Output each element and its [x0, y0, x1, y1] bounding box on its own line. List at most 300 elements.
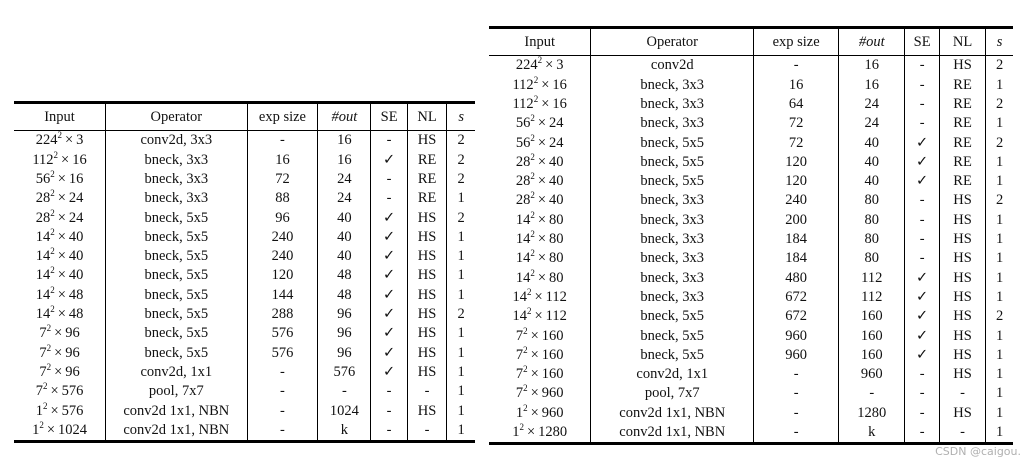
- se-cell: ✓: [905, 133, 940, 152]
- input-shape-cell: [489, 326, 591, 345]
- exp-size-cell: 16: [754, 75, 839, 94]
- out-channels-cell: 1024: [318, 401, 371, 420]
- out-channels-cell: 48: [318, 266, 371, 285]
- input-channels: 960: [541, 404, 564, 421]
- input-exponent: 2: [523, 383, 528, 394]
- operator-cell: bneck, 5x5: [106, 305, 248, 324]
- se-cell: -: [371, 170, 407, 189]
- input-exponent: 2: [50, 188, 55, 199]
- operator-cell: bneck, 3x3: [106, 150, 248, 169]
- column-header: s: [447, 103, 475, 131]
- times-symbol: ×: [46, 421, 55, 438]
- se-cell: ✓: [371, 363, 407, 382]
- table-row: [489, 307, 1013, 326]
- out-channels-cell: 112: [839, 268, 905, 287]
- input-shape-cell: [489, 365, 591, 384]
- input-spatial-size: 1: [35, 402, 43, 419]
- table-row: [489, 95, 1013, 114]
- input-shape-cell: [489, 95, 591, 114]
- column-header: NL: [407, 103, 447, 131]
- input-exponent: 2: [530, 209, 535, 220]
- input-spatial-size: 28: [35, 209, 51, 226]
- operator-cell: bneck, 3x3: [591, 114, 754, 133]
- operator-cell: bneck, 5x5: [591, 172, 754, 191]
- input-shape-cell: [14, 305, 106, 324]
- times-symbol: ×: [545, 57, 554, 74]
- input-exponent: 2: [39, 419, 44, 430]
- nonlinearity-cell: RE: [939, 95, 985, 114]
- input-spatial-size: 7: [39, 344, 47, 361]
- stride-cell: 1: [447, 324, 475, 343]
- nonlinearity-cell: HS: [939, 345, 985, 364]
- input-channels: 24: [549, 115, 564, 132]
- exp-size-cell: 120: [754, 172, 839, 191]
- exp-size-cell: 184: [754, 230, 839, 249]
- input-shape-cell: [489, 210, 591, 229]
- se-cell: ✓: [371, 150, 407, 169]
- exp-size-cell: 120: [754, 152, 839, 171]
- table-row: [14, 382, 475, 401]
- table-row: [489, 345, 1013, 364]
- input-exponent: 2: [530, 248, 535, 259]
- input-exponent: 2: [523, 402, 528, 413]
- input-exponent: 2: [519, 422, 524, 433]
- input-exponent: 2: [50, 207, 55, 218]
- out-channels-cell: 40: [839, 152, 905, 171]
- operator-cell: bneck, 5x5: [591, 345, 754, 364]
- nonlinearity-cell: RE: [407, 170, 447, 189]
- input-spatial-size: 14: [515, 231, 531, 248]
- input-spatial-size: 28: [515, 192, 531, 209]
- stride-cell: 1: [447, 247, 475, 266]
- stride-cell: 1: [986, 326, 1013, 345]
- se-cell: -: [905, 230, 940, 249]
- operator-cell: pool, 7x7: [106, 382, 248, 401]
- input-shape-cell: [489, 384, 591, 403]
- se-cell: -: [905, 95, 940, 114]
- input-channels: 40: [549, 173, 564, 190]
- times-symbol: ×: [530, 404, 539, 421]
- operator-cell: bneck, 3x3: [591, 230, 754, 249]
- stride-cell: 2: [447, 150, 475, 169]
- se-cell: ✓: [371, 324, 407, 343]
- input-channels: 48: [68, 306, 84, 323]
- operator-cell: bneck, 3x3: [591, 268, 754, 287]
- nonlinearity-cell: -: [407, 382, 447, 401]
- stride-cell: 1: [986, 172, 1013, 191]
- times-symbol: ×: [50, 402, 59, 419]
- operator-cell: bneck, 3x3: [591, 191, 754, 210]
- table-row: [14, 324, 475, 343]
- input-spatial-size: 14: [35, 248, 51, 265]
- stride-cell: 1: [447, 382, 475, 401]
- stride-cell: 2: [986, 191, 1013, 210]
- stride-cell: 1: [447, 420, 475, 441]
- input-exponent: 2: [526, 306, 532, 317]
- table-row: [489, 230, 1013, 249]
- input-shape-cell: [14, 170, 106, 189]
- exp-size-cell: 672: [754, 307, 839, 326]
- table-row: [14, 285, 475, 304]
- stride-cell: 1: [986, 423, 1013, 444]
- input-exponent: 2: [533, 93, 539, 104]
- input-channels: 24: [68, 209, 84, 226]
- input-shape-cell: [489, 230, 591, 249]
- input-shape-cell: [14, 189, 106, 208]
- times-symbol: ×: [541, 95, 550, 112]
- nonlinearity-cell: HS: [407, 285, 447, 304]
- input-shape-cell: [489, 307, 591, 326]
- input-spatial-size: 224: [515, 57, 538, 74]
- out-channels-cell: 160: [839, 326, 905, 345]
- column-header: SE: [905, 28, 940, 56]
- nonlinearity-cell: HS: [939, 365, 985, 384]
- nonlinearity-cell: RE: [939, 133, 985, 152]
- input-channels: 1280: [538, 424, 568, 441]
- nonlinearity-cell: HS: [939, 56, 985, 76]
- times-symbol: ×: [534, 308, 543, 325]
- table-row: [14, 227, 475, 246]
- input-shape-cell: [14, 324, 106, 343]
- out-channels-cell: 40: [318, 247, 371, 266]
- operator-cell: conv2d 1x1, NBN: [591, 403, 754, 422]
- input-exponent: 2: [50, 168, 55, 179]
- operator-cell: conv2d 1x1, NBN: [591, 423, 754, 444]
- operator-cell: conv2d, 3x3: [106, 131, 248, 151]
- se-cell: -: [905, 403, 940, 422]
- operator-cell: conv2d, 1x1: [106, 363, 248, 382]
- operator-cell: bneck, 5x5: [106, 324, 248, 343]
- input-shape-cell: [489, 152, 591, 171]
- times-symbol: ×: [537, 250, 547, 267]
- operator-cell: bneck, 5x5: [591, 326, 754, 345]
- table-row: [14, 401, 475, 420]
- input-channels: 40: [68, 267, 84, 284]
- input-spatial-size: 14: [512, 308, 527, 325]
- times-symbol: ×: [526, 424, 536, 441]
- input-exponent: 2: [46, 342, 52, 353]
- times-symbol: ×: [537, 211, 547, 228]
- input-channels: 40: [68, 228, 84, 245]
- nonlinearity-cell: RE: [939, 75, 985, 94]
- column-header: Input: [14, 103, 106, 131]
- input-channels: 40: [549, 192, 564, 209]
- times-symbol: ×: [50, 383, 59, 400]
- se-cell: ✓: [371, 343, 407, 362]
- out-channels-cell: -: [318, 382, 371, 401]
- input-shape-cell: [14, 285, 106, 304]
- stride-cell: 1: [986, 345, 1013, 364]
- column-header: Operator: [591, 28, 754, 56]
- input-shape-cell: [14, 382, 106, 401]
- header-row: [14, 103, 475, 131]
- times-symbol: ×: [57, 267, 66, 284]
- input-spatial-size: 56: [35, 170, 51, 187]
- nonlinearity-cell: HS: [939, 210, 985, 229]
- input-spatial-size: 1: [515, 404, 524, 421]
- out-channels-cell: 16: [839, 56, 905, 76]
- input-spatial-size: 1: [32, 421, 40, 438]
- out-channels-cell: 40: [839, 133, 905, 152]
- input-channels: 16: [72, 151, 87, 168]
- out-channels-cell: 96: [318, 324, 371, 343]
- input-exponent: 2: [530, 267, 535, 278]
- out-channels-cell: 24: [839, 114, 905, 133]
- times-symbol: ×: [54, 325, 63, 342]
- stride-cell: 1: [986, 230, 1013, 249]
- operator-cell: bneck, 5x5: [106, 247, 248, 266]
- table-row: [489, 249, 1013, 268]
- se-cell: -: [371, 382, 407, 401]
- times-symbol: ×: [57, 228, 66, 245]
- input-shape-cell: [14, 343, 106, 362]
- se-cell: ✓: [905, 152, 940, 171]
- input-shape-cell: [489, 56, 591, 76]
- input-exponent: 2: [530, 132, 535, 143]
- times-symbol: ×: [57, 170, 66, 187]
- se-cell: -: [371, 131, 407, 151]
- exp-size-cell: 672: [754, 288, 839, 307]
- input-channels: 1024: [58, 421, 87, 438]
- stride-cell: 2: [986, 95, 1013, 114]
- column-header: exp size: [754, 28, 839, 56]
- times-symbol: ×: [64, 132, 74, 149]
- operator-cell: bneck, 5x5: [591, 307, 754, 326]
- out-channels-cell: 960: [839, 365, 905, 384]
- times-symbol: ×: [537, 269, 547, 286]
- exp-size-cell: -: [754, 384, 839, 403]
- operator-cell: bneck, 3x3: [106, 170, 248, 189]
- table-row: [14, 131, 475, 151]
- input-shape-cell: [489, 268, 591, 287]
- out-channels-cell: 80: [839, 210, 905, 229]
- exp-size-cell: 88: [247, 189, 318, 208]
- nonlinearity-cell: -: [407, 420, 447, 441]
- exp-size-cell: 96: [247, 208, 318, 227]
- nonlinearity-cell: HS: [407, 363, 447, 382]
- input-spatial-size: 7: [39, 363, 47, 380]
- input-exponent: 2: [42, 381, 48, 392]
- stride-cell: 2: [986, 133, 1013, 152]
- out-channels-cell: 16: [318, 131, 371, 151]
- input-spatial-size: 7: [515, 366, 524, 383]
- table-row: [489, 423, 1013, 444]
- table-row: [14, 343, 475, 362]
- times-symbol: ×: [537, 192, 547, 209]
- input-exponent: 2: [530, 171, 535, 182]
- stride-cell: 1: [986, 249, 1013, 268]
- input-exponent: 2: [50, 265, 55, 276]
- input-shape-cell: [14, 227, 106, 246]
- input-spatial-size: 7: [515, 346, 524, 363]
- nonlinearity-cell: RE: [939, 114, 985, 133]
- nonlinearity-cell: HS: [407, 208, 447, 227]
- exp-size-cell: 72: [754, 114, 839, 133]
- table-row: [14, 170, 475, 189]
- input-spatial-size: 112: [512, 95, 534, 112]
- exp-size-cell: 144: [247, 285, 318, 304]
- nonlinearity-cell: HS: [939, 268, 985, 287]
- stride-cell: 1: [986, 114, 1013, 133]
- column-header: Input: [489, 28, 591, 56]
- operator-cell: bneck, 3x3: [591, 95, 754, 114]
- stride-cell: 1: [447, 343, 475, 362]
- out-channels-cell: 40: [839, 172, 905, 191]
- input-exponent: 2: [530, 113, 535, 124]
- nonlinearity-cell: HS: [407, 343, 447, 362]
- se-cell: ✓: [371, 247, 407, 266]
- out-channels-cell: 24: [318, 170, 371, 189]
- operator-cell: conv2d: [591, 56, 754, 76]
- nonlinearity-cell: -: [939, 384, 985, 403]
- times-symbol: ×: [530, 385, 539, 402]
- table-row: [14, 363, 475, 382]
- exp-size-cell: -: [754, 365, 839, 384]
- mobilenetv3-small-table: [14, 101, 475, 443]
- nonlinearity-cell: HS: [939, 191, 985, 210]
- input-spatial-size: 28: [515, 173, 531, 190]
- input-spatial-size: 14: [515, 211, 531, 228]
- input-channels: 24: [549, 134, 564, 151]
- input-channels: 112: [545, 308, 567, 325]
- input-shape-cell: [489, 423, 591, 444]
- times-symbol: ×: [537, 231, 547, 248]
- input-spatial-size: 14: [515, 269, 531, 286]
- stride-cell: 1: [986, 210, 1013, 229]
- times-symbol: ×: [537, 115, 547, 132]
- se-cell: -: [905, 249, 940, 268]
- se-cell: ✓: [371, 305, 407, 324]
- nonlinearity-cell: HS: [407, 324, 447, 343]
- stride-cell: 1: [986, 288, 1013, 307]
- input-shape-cell: [14, 208, 106, 227]
- se-cell: ✓: [905, 326, 940, 345]
- nonlinearity-cell: HS: [407, 247, 447, 266]
- input-shape-cell: [489, 403, 591, 422]
- input-channels: 48: [68, 286, 84, 303]
- input-channels: 160: [541, 366, 564, 383]
- nonlinearity-cell: HS: [939, 288, 985, 307]
- nonlinearity-cell: HS: [939, 230, 985, 249]
- out-channels-cell: 1280: [839, 403, 905, 422]
- stride-cell: 1: [447, 189, 475, 208]
- operator-cell: bneck, 5x5: [106, 285, 248, 304]
- se-cell: -: [905, 384, 940, 403]
- se-cell: -: [905, 191, 940, 210]
- stride-cell: 1: [447, 266, 475, 285]
- times-symbol: ×: [530, 366, 539, 383]
- table-row: [14, 305, 475, 324]
- input-exponent: 2: [50, 246, 55, 257]
- out-channels-cell: 160: [839, 307, 905, 326]
- input-spatial-size: 28: [35, 190, 51, 207]
- column-header: exp size: [247, 103, 318, 131]
- input-channels: 16: [552, 76, 567, 93]
- out-channels-cell: 48: [318, 285, 371, 304]
- input-spatial-size: 56: [515, 115, 531, 132]
- table-row: [489, 56, 1013, 76]
- table-row: [14, 150, 475, 169]
- input-exponent: 2: [537, 55, 543, 66]
- input-channels: 3: [76, 132, 84, 149]
- input-channels: 40: [68, 248, 84, 265]
- input-exponent: 2: [57, 130, 62, 141]
- se-cell: -: [905, 423, 940, 444]
- operator-cell: bneck, 5x5: [591, 133, 754, 152]
- times-symbol: ×: [537, 134, 547, 151]
- input-spatial-size: 56: [515, 134, 531, 151]
- exp-size-cell: 576: [247, 324, 318, 343]
- nonlinearity-cell: HS: [407, 131, 447, 151]
- times-symbol: ×: [534, 288, 543, 305]
- times-symbol: ×: [537, 153, 547, 170]
- stride-cell: 1: [447, 285, 475, 304]
- stride-cell: 1: [447, 401, 475, 420]
- nonlinearity-cell: HS: [939, 403, 985, 422]
- exp-size-cell: -: [754, 403, 839, 422]
- input-shape-cell: [489, 114, 591, 133]
- stride-cell: 1: [986, 384, 1013, 403]
- input-exponent: 2: [523, 364, 528, 375]
- stride-cell: 2: [447, 170, 475, 189]
- se-cell: ✓: [371, 285, 407, 304]
- table-body: [14, 131, 475, 442]
- se-cell: -: [371, 420, 407, 441]
- nonlinearity-cell: RE: [407, 189, 447, 208]
- input-channels: 3: [556, 57, 564, 74]
- se-cell: ✓: [371, 227, 407, 246]
- input-spatial-size: 7: [515, 385, 524, 402]
- input-channels: 576: [61, 402, 84, 419]
- stride-cell: 1: [986, 403, 1013, 422]
- input-spatial-size: 28: [515, 153, 531, 170]
- exp-size-cell: 16: [247, 150, 318, 169]
- column-header: s: [986, 28, 1013, 56]
- se-cell: ✓: [905, 345, 940, 364]
- exp-size-cell: 576: [247, 343, 318, 362]
- out-channels-cell: k: [318, 420, 371, 441]
- stride-cell: 2: [447, 131, 475, 151]
- times-symbol: ×: [57, 306, 66, 323]
- stride-cell: 2: [447, 208, 475, 227]
- input-spatial-size: 7: [39, 325, 47, 342]
- table-row: [489, 114, 1013, 133]
- table-row: [489, 75, 1013, 94]
- stride-cell: 1: [986, 75, 1013, 94]
- se-cell: -: [905, 210, 940, 229]
- exp-size-cell: 240: [754, 191, 839, 210]
- exp-size-cell: 240: [247, 247, 318, 266]
- exp-size-cell: 120: [247, 266, 318, 285]
- input-exponent: 2: [50, 226, 55, 237]
- input-exponent: 2: [46, 361, 52, 372]
- operator-cell: bneck, 3x3: [591, 288, 754, 307]
- input-spatial-size: 224: [35, 132, 58, 149]
- out-channels-cell: 16: [839, 75, 905, 94]
- input-channels: 96: [65, 344, 80, 361]
- input-channels: 40: [549, 153, 564, 170]
- exp-size-cell: 480: [754, 268, 839, 287]
- nonlinearity-cell: HS: [939, 307, 985, 326]
- table-row: [489, 288, 1013, 307]
- input-exponent: 2: [46, 323, 52, 334]
- times-symbol: ×: [57, 209, 66, 226]
- input-shape-cell: [14, 401, 106, 420]
- input-shape-cell: [489, 249, 591, 268]
- table-row: [14, 420, 475, 441]
- input-exponent: 2: [530, 190, 535, 201]
- times-symbol: ×: [57, 286, 66, 303]
